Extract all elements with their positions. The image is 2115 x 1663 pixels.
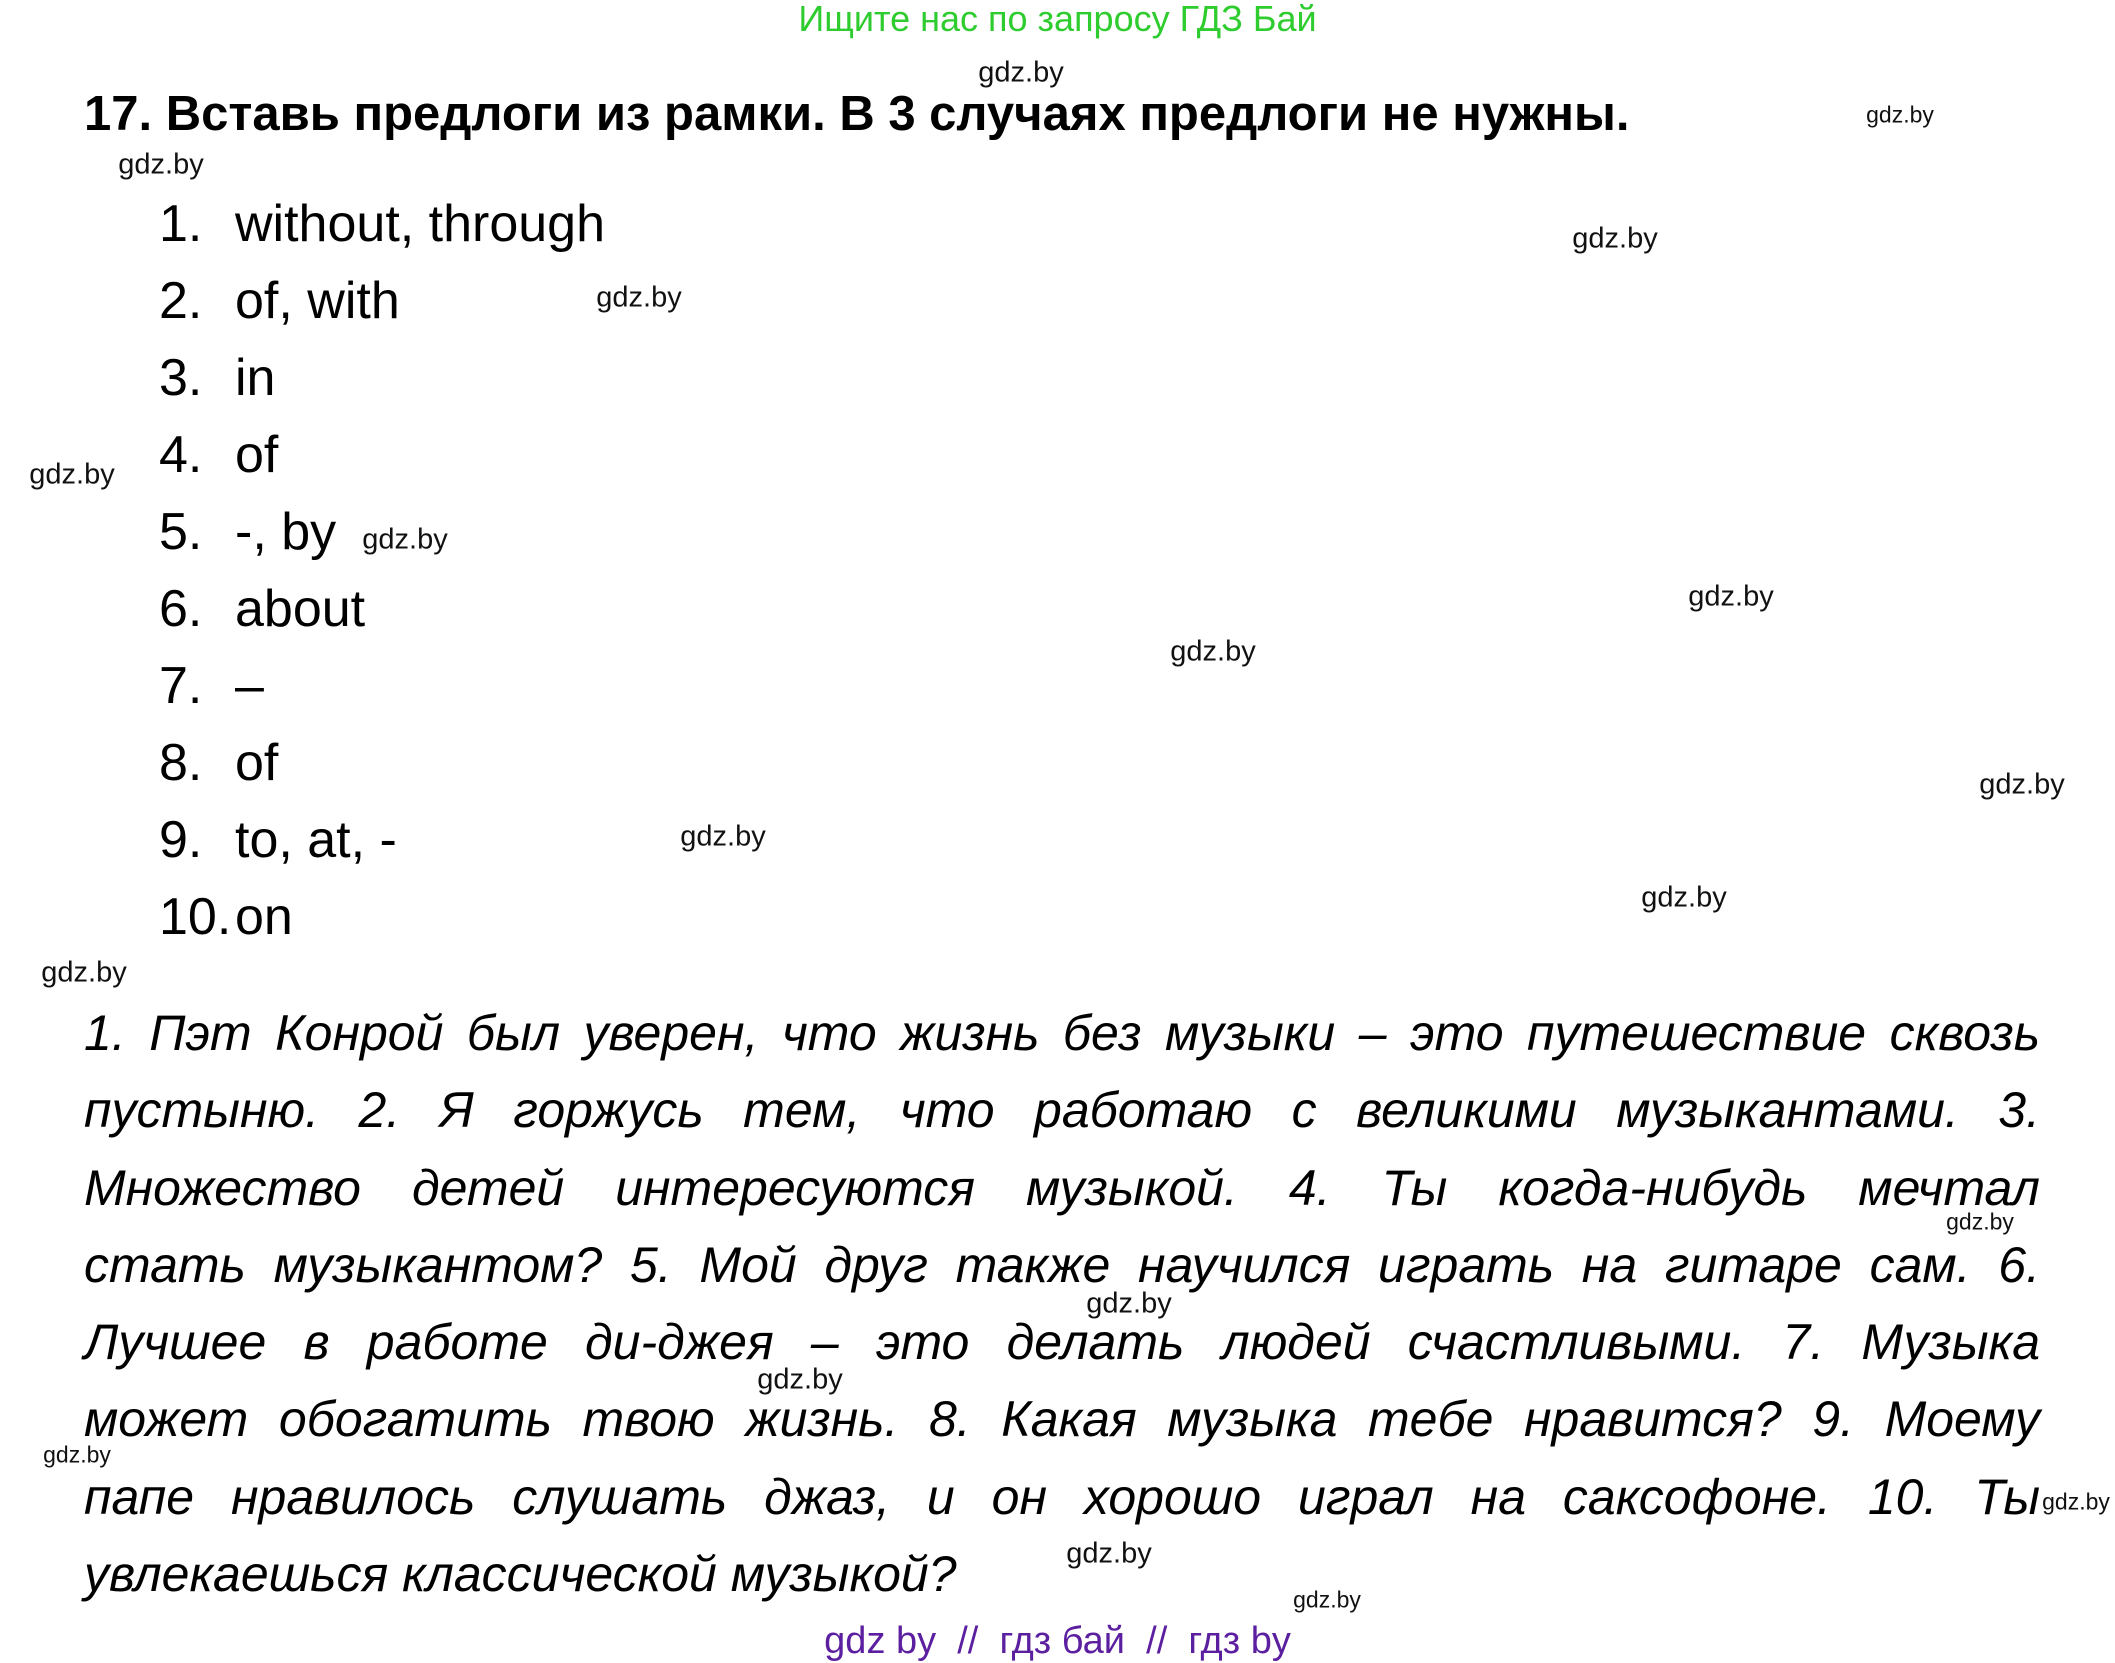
answer-text: on [235,888,293,946]
watermark: gdz.by [1086,1287,1172,1320]
answer-number: 5. [159,503,203,561]
answer-number: 8. [159,734,203,792]
watermark: gdz.by [29,458,115,491]
answer-item [159,348,275,408]
translation-line: Лучшее в работе ди-джея – это делать людей счастливыми. 7. Музыка [84,1314,2040,1371]
translation-line: стать музыкантом? 5. Мой друг также научился играть на гитаре сам. 6. [84,1236,2040,1293]
answer-text: – [235,657,264,715]
answer-text: about [235,580,366,638]
answer-text: -, by [235,503,337,561]
watermark: gdz.by [978,56,1064,89]
answer-number: 1. [159,195,203,253]
watermark: gdz.by [757,1363,843,1396]
watermark: gdz.by [1170,635,1256,668]
answer-number: 7. [159,657,203,715]
answer-item [159,194,605,254]
watermark: gdz.by [2042,1488,2110,1515]
translation-paragraph [84,1002,2040,1620]
footer-links: gdz by // гдз бай // гдз by [824,1620,1291,1662]
answer-number: 3. [159,349,203,407]
answer-item [159,271,400,331]
translation-line: папе нравилось слушать джаз, и он хорошо играл на саксофоне. 10. Ты [84,1468,2040,1525]
watermark: gdz.by [41,956,127,989]
translation-line: Множество детей интересуются музыкой. 4. Ты когда-нибудь мечтал [84,1159,2040,1216]
answer-item [159,733,278,793]
answer-number: 9. [159,811,203,869]
answer-number: 10. [159,888,232,946]
answer-text: of [235,426,279,484]
translation-line: может обогатить твою жизнь. 8. Какая музыка тебе нравится? 9. Моему [84,1391,2040,1448]
answer-number: 4. [159,426,203,484]
translation-line: пустыню. 2. Я горжусь тем, что работаю с великими музыкантами. 3. [84,1082,2040,1139]
answer-number: 2. [159,272,203,330]
answer-item [159,887,293,947]
watermark: gdz.by [596,281,682,314]
answer-text: of [235,734,279,792]
watermark: gdz.by [43,1441,111,1468]
watermark: gdz.by [1979,768,2065,801]
watermark: gdz.by [1293,1586,1361,1613]
search-banner: Ищите нас по запросу ГДЗ Бай [798,0,1317,39]
answer-item [159,425,278,485]
watermark: gdz.by [1946,1208,2014,1235]
answer-text: without, through [235,195,606,253]
watermark: gdz.by [680,820,766,853]
answer-item [159,579,365,639]
answer-text: to, at, - [235,811,397,869]
watermark: gdz.by [118,148,204,181]
watermark: gdz.by [1066,1537,1152,1570]
watermark: gdz.by [1688,580,1774,613]
answer-item [159,656,264,716]
answer-number: 6. [159,580,203,638]
answer-text: in [235,349,276,407]
watermark: gdz.by [1866,101,1934,128]
exercise-title: 17. Вставь предлоги из рамки. В 3 случаях предлоги не нужны. [84,87,1630,141]
translation-line: увлекаешься классической музыкой? [84,1546,957,1603]
answer-item [159,502,336,562]
translation-line: 1. Пэт Конрой был уверен, что жизнь без музыки – это путешествие сквозь [84,1005,2040,1061]
watermark: gdz.by [1572,222,1658,255]
answer-text: of, with [235,272,400,330]
answer-item [159,810,397,870]
watermark: gdz.by [362,523,448,556]
watermark: gdz.by [1641,881,1727,914]
